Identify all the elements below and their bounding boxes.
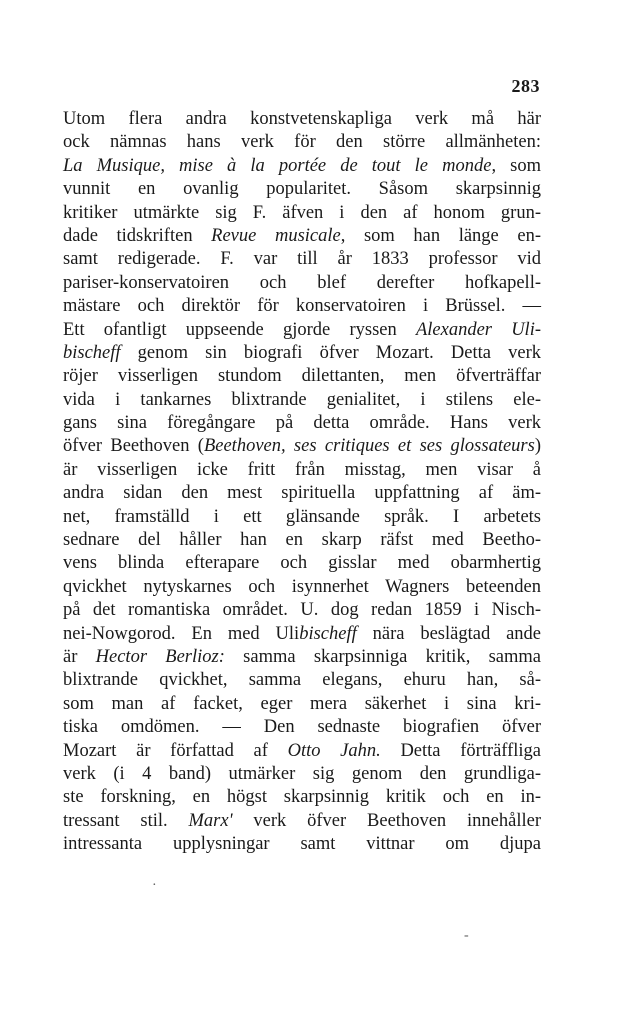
text-line: La Musique, mise à la portée de tout le monde, som bbox=[63, 155, 541, 176]
text-line: vens blinda efterapare och gisslar med obarmhertig bbox=[63, 553, 541, 574]
text-line: intressanta upplysningar samt vittnar om djupa bbox=[63, 834, 541, 855]
text-line: tiska omdömen. — Den sednaste biografien öfver bbox=[63, 717, 541, 738]
text-line: andra sidan den mest spirituella uppfattning af äm- bbox=[63, 483, 541, 504]
text-line: ste forskning, en högst skarpsinnig kritik och en in- bbox=[63, 787, 541, 808]
text-line: Ett ofantligt uppseende gjorde ryssen Alexander Uli- bbox=[63, 319, 541, 340]
text-line: verk (i 4 band) utmärker sig genom den grundliga- bbox=[63, 763, 541, 784]
body-text bbox=[63, 108, 541, 857]
text-line: bischeff genom sin biografi öfver Mozart. Detta verk bbox=[63, 342, 541, 363]
text-line: net, framställd i ett glänsande språk. I arbetets bbox=[63, 506, 541, 527]
text-line: öfver Beethoven (Beethoven, ses critiques et ses glossateurs) bbox=[63, 436, 541, 457]
text-line: röjer visserligen stundom dilettanten, men öfverträffar bbox=[63, 366, 541, 387]
stray-mark-dot: · bbox=[152, 878, 157, 893]
text-line: som man af facket, eger mera säkerhet i sina kri- bbox=[63, 693, 541, 714]
text-line: samt redigerade. F. var till år 1833 professor vid bbox=[63, 249, 541, 270]
text-line: är Hector Berlioz: samma skarpsinniga kritik, samma bbox=[63, 646, 541, 667]
text-line: ock nämnas hans verk för den större allmänheten: bbox=[63, 132, 541, 153]
text-line: blixtrande qvickhet, samma elegans, ehuru han, så- bbox=[63, 670, 541, 691]
text-line: vunnit en ovanlig popularitet. Såsom skarpsinnig bbox=[63, 179, 541, 200]
text-line: qvickhet nytyskarnes och isynnerhet Wagners beteenden bbox=[63, 576, 541, 597]
text-line: tressant stil. Marx' verk öfver Beethoven innehåller bbox=[63, 810, 541, 831]
text-line: Mozart är författad af Otto Jahn. Detta förträffliga bbox=[63, 740, 542, 761]
text-line: sednare del håller han en skarp räfst med Beetho- bbox=[63, 530, 541, 551]
text-line: gans sina föregångare på detta område. Hans verk bbox=[63, 413, 541, 434]
text-line: pariser-konservatoiren och blef derefter hofkapell- bbox=[63, 272, 541, 293]
text-line: kritiker utmärkte sig F. äfven i den af honom grun- bbox=[63, 202, 541, 223]
text-line: är visserligen icke fritt från misstag, men visar å bbox=[63, 459, 541, 480]
text-line: dade tidskriften Revue musicale, som han länge en- bbox=[63, 225, 541, 246]
text-line: på det romantiska området. U. dog redan 1859 i Nisch- bbox=[63, 600, 541, 621]
text-line: nei-Nowgorod. En med Ulibischeff nära beslägtad ande bbox=[63, 623, 542, 644]
stray-mark-dash: - bbox=[464, 928, 469, 943]
page-number: 283 bbox=[511, 76, 540, 96]
text-line: mästare och direktör för konservatoiren i Brüssel. — bbox=[63, 296, 541, 317]
text-line: vida i tankarnes blixtrande genialitet, i stilens ele- bbox=[63, 389, 541, 410]
text-line: Utom flera andra konstvetenskapliga verk må här bbox=[63, 109, 541, 129]
